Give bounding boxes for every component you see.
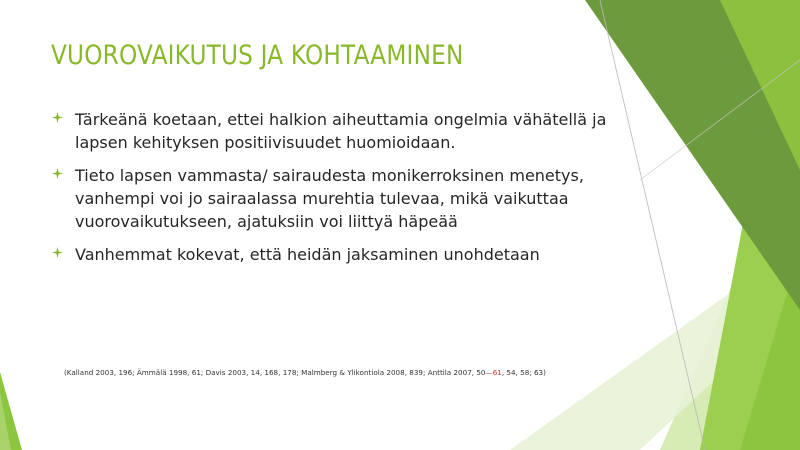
bullet-item [52,164,612,233]
bullet-text: Tärkeänä koetaan, ettei halkion aiheuttamia ongelmia vähätellä ja lapsen kehityksen positiivisuudet huomioidaan. [75,110,607,152]
citation [64,368,546,377]
citation-highlight: —61 [485,368,502,377]
four-point-star-icon [52,247,63,258]
citation-text: (Kalland 2003, 196; Ämmälä 1998, 61; Davis 2003, 14, 168, 178; Malmberg & Ylikontiola 2008, 839; Anttila 2007, 50 [64,368,486,377]
bullet-list [52,108,612,276]
four-point-star-icon [52,168,63,179]
bullet-text: Vanhemmat kokevat, että heidän jaksaminen unohdetaan [75,245,540,264]
bullet-item [52,108,612,154]
bullet-text: Tieto lapsen vammasta/ sairaudesta monikerroksinen menetys, vanhempi voi jo sairaalassa murehtia tulevaa, mikä vaikuttaa vuorovaikutukseen, ajatuksiin voi liittyä häpeää [75,166,584,231]
bullet-item [52,243,612,266]
four-point-star-icon [52,112,63,123]
slide-title: VUOROVAIKUTUS JA KOHTAAMINEN [51,40,464,71]
citation-text-end: , 54, 58; 63) [501,368,546,377]
